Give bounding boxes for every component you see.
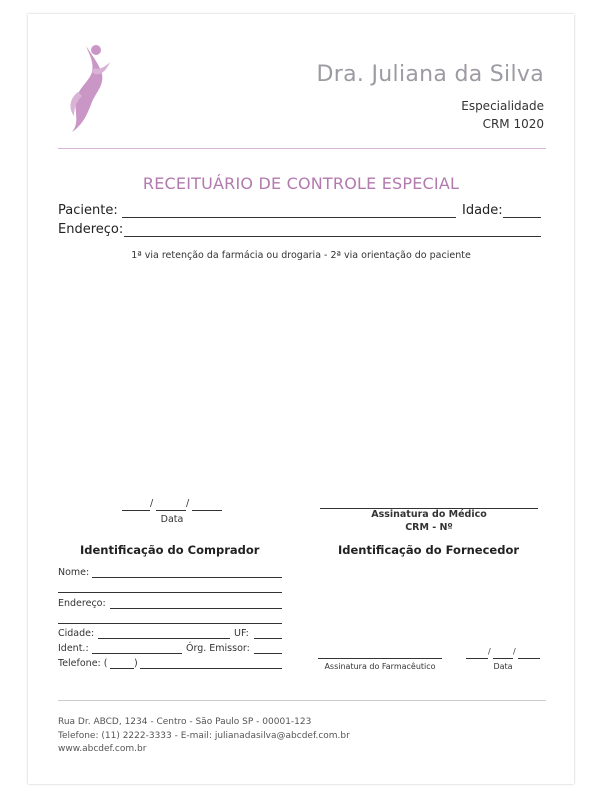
doctor-signature-label: Assinatura do Médico (371, 509, 487, 520)
buyer-address-line-2[interactable] (58, 623, 282, 624)
via-note: 1ª via retenção da farmácia ou drogaria - 2ª via orientação do paciente (131, 250, 471, 261)
address-label: Endereço: (58, 222, 124, 237)
date-month-line[interactable] (156, 510, 186, 511)
buyer-phone-close: ) (134, 658, 138, 669)
footer-address: Rua Dr. ABCD, 1234 - Centro - São Paulo SP - 00001-123 (58, 717, 312, 727)
buyer-uf-line[interactable] (254, 638, 282, 639)
buyer-issuer-line[interactable] (254, 653, 282, 654)
crm-number: CRM 1020 (482, 117, 544, 131)
buyer-city-line[interactable] (98, 638, 230, 639)
supplier-date-label: Data (493, 662, 513, 671)
buyer-city-label: Cidade: (58, 628, 95, 639)
buyer-name-line-2[interactable] (58, 592, 282, 593)
address-line[interactable] (124, 236, 541, 237)
age-label: Idade: (462, 203, 503, 218)
patient-name-line[interactable] (122, 217, 456, 218)
pharmacist-signature-label: Assinatura do Farmacêutico (324, 662, 436, 671)
buyer-ident-label: Ident.: (58, 643, 89, 654)
date-label: Data (160, 514, 184, 525)
buyer-name-line[interactable] (92, 577, 282, 578)
header-divider (58, 148, 546, 149)
date-day-line[interactable] (122, 510, 150, 511)
patient-label: Paciente: (58, 203, 118, 218)
supplier-date-month-line[interactable] (493, 658, 513, 659)
supplier-section-title: Identificação do Fornecedor (338, 543, 520, 557)
footer-contact: Telefone: (11) 2222-3333 - E-mail: julianadasilva@abcdef.com.br (58, 731, 350, 741)
doctor-crm-label: CRM - Nº (405, 522, 453, 533)
buyer-address-line[interactable] (110, 608, 282, 609)
pharmacist-signature-line[interactable] (318, 658, 442, 659)
date-year-line[interactable] (192, 510, 222, 511)
prescription-sheet (28, 14, 574, 784)
buyer-name-label: Nome: (58, 567, 90, 578)
buyer-address-label: Endereço: (58, 598, 106, 609)
age-line[interactable] (503, 217, 541, 218)
supplier-date-slash-1: / (488, 647, 491, 656)
dancer-figure-icon (64, 42, 110, 132)
supplier-date-day-line[interactable] (466, 658, 488, 659)
doctor-name: Dra. Juliana da Silva (316, 62, 544, 87)
footer-website: www.abcdef.com.br (58, 744, 147, 754)
date-slash-2: / (186, 498, 190, 509)
buyer-phone-label: Telefone: ( (58, 658, 108, 669)
date-slash-1: / (150, 498, 154, 509)
supplier-date-slash-2: / (513, 647, 516, 656)
supplier-date-year-line[interactable] (518, 658, 540, 659)
buyer-issuer-label: Órg. Emissor: (186, 643, 250, 654)
buyer-ident-line[interactable] (92, 653, 182, 654)
buyer-section-title: Identificação do Comprador (80, 543, 260, 557)
buyer-uf-label: UF: (234, 628, 249, 639)
buyer-phone-line[interactable] (140, 668, 282, 669)
document-title: RECEITUÁRIO DE CONTROLE ESPECIAL (142, 174, 460, 193)
specialty: Especialidade (461, 99, 544, 113)
buyer-phone-area-line[interactable] (110, 668, 134, 669)
footer-divider (58, 700, 546, 701)
